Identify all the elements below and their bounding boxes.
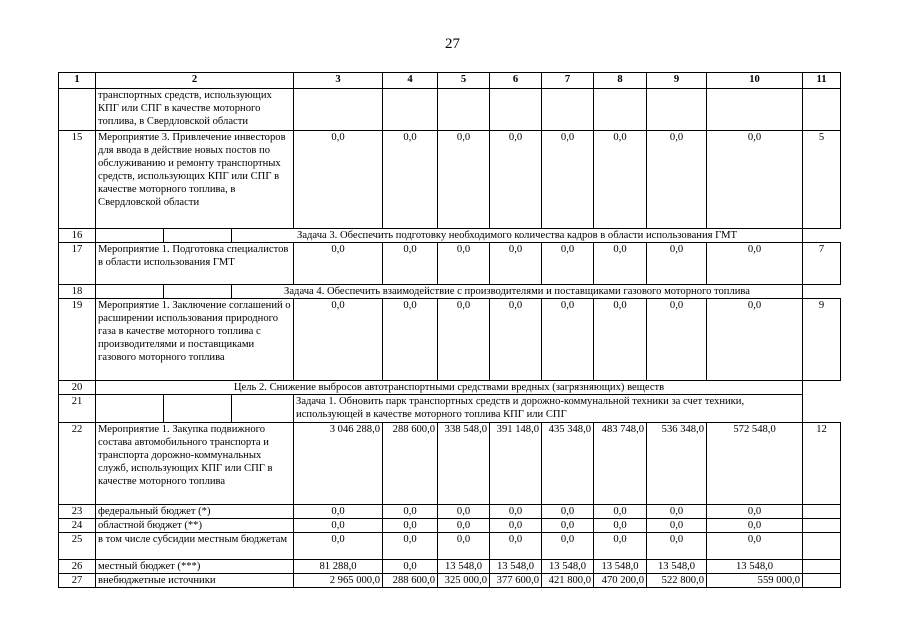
table-row xyxy=(59,243,841,285)
header-col-5: 5 xyxy=(438,73,490,89)
value-cell: 0,0 xyxy=(438,243,490,285)
value-cell: 483 748,0 xyxy=(594,423,647,505)
value-cell: 0,0 xyxy=(542,505,594,519)
value-cell: 13 548,0 xyxy=(490,560,542,574)
value-cell: 0,0 xyxy=(383,533,438,560)
value-cell: 0,0 xyxy=(383,505,438,519)
header-col-1: 1 xyxy=(59,73,96,89)
value-cell: 0,0 xyxy=(490,505,542,519)
value-cell: 0,0 xyxy=(542,243,594,285)
value-cell: 0,0 xyxy=(707,243,803,285)
row-number: 25 xyxy=(59,533,96,560)
value-cell: 0,0 xyxy=(647,519,707,533)
value-cell: 338 548,0 xyxy=(438,423,490,505)
value-cell: 0,0 xyxy=(383,131,438,229)
value-cell: 0,0 xyxy=(490,131,542,229)
value-cell: 391 148,0 xyxy=(490,423,542,505)
row-number: 21 xyxy=(59,395,96,423)
value-cell: 3 046 288,0 xyxy=(294,423,383,505)
task-heading: Задача 1. Обновить парк транспортных средств и дорожно-коммунальной техники за счет техники, использующей в качестве моторного топлива КПГ или СПГ xyxy=(294,395,803,423)
row-number: 19 xyxy=(59,299,96,381)
header-col-7: 7 xyxy=(542,73,594,89)
value-cell: 0,0 xyxy=(594,131,647,229)
value-cell: 0,0 xyxy=(594,519,647,533)
value-cell: 0,0 xyxy=(707,533,803,560)
row-text: внебюджетные источники xyxy=(96,574,294,588)
value-cell: 0,0 xyxy=(647,299,707,381)
row-number: 15 xyxy=(59,131,96,229)
table-row xyxy=(59,395,841,423)
value-cell: 0,0 xyxy=(707,519,803,533)
table-row xyxy=(59,381,841,395)
value-cell: 0,0 xyxy=(594,243,647,285)
header-col-9: 9 xyxy=(647,73,707,89)
row-reference: 9 xyxy=(803,299,841,381)
task-heading: Задача 4. Обеспечить взаимодействие с производителями и поставщиками газового моторного топлива xyxy=(232,285,803,299)
value-cell: 0,0 xyxy=(594,299,647,381)
value-cell: 559 000,0 xyxy=(707,574,803,588)
table-row xyxy=(59,131,841,229)
value-cell: 0,0 xyxy=(707,131,803,229)
value-cell: 0,0 xyxy=(294,505,383,519)
value-cell: 377 600,0 xyxy=(490,574,542,588)
header-col-11: 11 xyxy=(803,73,841,89)
row-number: 22 xyxy=(59,423,96,505)
value-cell: 325 000,0 xyxy=(438,574,490,588)
value-cell: 0,0 xyxy=(647,505,707,519)
value-cell: 2 965 000,0 xyxy=(294,574,383,588)
header-col-2: 2 xyxy=(96,73,294,89)
row-text: Мероприятие 1. Закупка подвижного состава автомобильного транспорта и транспорта дорожно-коммунальных служб, использующих КПГ или СПГ в качестве моторного топлива xyxy=(96,423,294,505)
header-row xyxy=(59,73,841,89)
value-cell: 13 548,0 xyxy=(647,560,707,574)
header-col-4: 4 xyxy=(383,73,438,89)
value-cell: 0,0 xyxy=(542,519,594,533)
value-cell: 288 600,0 xyxy=(383,423,438,505)
value-cell: 0,0 xyxy=(438,299,490,381)
value-cell: 470 200,0 xyxy=(594,574,647,588)
row-text: федеральный бюджет (*) xyxy=(96,505,294,519)
value-cell: 522 800,0 xyxy=(647,574,707,588)
row-number: 20 xyxy=(59,381,96,395)
row-number: 24 xyxy=(59,519,96,533)
value-cell: 0,0 xyxy=(438,533,490,560)
value-cell: 0,0 xyxy=(294,533,383,560)
value-cell: 288 600,0 xyxy=(383,574,438,588)
value-cell: 0,0 xyxy=(542,533,594,560)
row-reference: 12 xyxy=(803,423,841,505)
row-text: Мероприятие 1. Заключение соглашений о расширении использования природного газа в качестве моторного топлива с производителями и поставщиками газового моторного топлива xyxy=(96,299,294,381)
value-cell: 0,0 xyxy=(707,505,803,519)
value-cell: 0,0 xyxy=(294,519,383,533)
row-number: 26 xyxy=(59,560,96,574)
table-row xyxy=(59,574,841,588)
table-row xyxy=(59,285,841,299)
value-cell: 0,0 xyxy=(647,131,707,229)
value-cell: 13 548,0 xyxy=(542,560,594,574)
row-text: Мероприятие 3. Привлечение инвесторов для ввода в действие новых постов по обслуживанию и ремонту транспортных средств, использующих КПГ или СПГ в качестве моторного топлива, в Свердловской области xyxy=(96,131,294,229)
value-cell: 0,0 xyxy=(383,243,438,285)
value-cell: 0,0 xyxy=(542,299,594,381)
value-cell: 572 548,0 xyxy=(707,423,803,505)
table-row xyxy=(59,533,841,560)
row-reference: 7 xyxy=(803,243,841,285)
value-cell: 0,0 xyxy=(438,505,490,519)
value-cell: 0,0 xyxy=(294,243,383,285)
value-cell: 0,0 xyxy=(383,560,438,574)
row-text: в том числе субсидии местным бюджетам xyxy=(96,533,294,560)
row-number: 18 xyxy=(59,285,96,299)
table-row xyxy=(59,89,841,131)
table-row xyxy=(59,299,841,381)
value-cell: 0,0 xyxy=(490,519,542,533)
value-cell: 421 800,0 xyxy=(542,574,594,588)
value-cell: 0,0 xyxy=(294,131,383,229)
value-cell: 13 548,0 xyxy=(594,560,647,574)
row-reference: 5 xyxy=(803,131,841,229)
value-cell: 0,0 xyxy=(647,243,707,285)
table-row xyxy=(59,505,841,519)
value-cell: 0,0 xyxy=(594,533,647,560)
page-number: 27 xyxy=(445,36,460,52)
value-cell: 0,0 xyxy=(383,519,438,533)
row-text: местный бюджет (***) xyxy=(96,560,294,574)
value-cell: 0,0 xyxy=(438,519,490,533)
value-cell: 81 288,0 xyxy=(294,560,383,574)
value-cell: 13 548,0 xyxy=(438,560,490,574)
header-col-6: 6 xyxy=(490,73,542,89)
value-cell: 0,0 xyxy=(707,299,803,381)
value-cell: 0,0 xyxy=(383,299,438,381)
row-number: 16 xyxy=(59,229,96,243)
row-number: 23 xyxy=(59,505,96,519)
value-cell: 0,0 xyxy=(490,243,542,285)
value-cell: 0,0 xyxy=(542,131,594,229)
value-cell: 13 548,0 xyxy=(707,560,803,574)
table-row xyxy=(59,560,841,574)
value-cell: 0,0 xyxy=(294,299,383,381)
row-text: транспортных средств, использующих КПГ или СПГ в качестве моторного топлива, в Свердловской области xyxy=(96,89,294,131)
row-number: 17 xyxy=(59,243,96,285)
value-cell: 0,0 xyxy=(490,533,542,560)
row-text: областной бюджет (**) xyxy=(96,519,294,533)
value-cell: 0,0 xyxy=(438,131,490,229)
value-cell: 0,0 xyxy=(647,533,707,560)
value-cell: 435 348,0 xyxy=(542,423,594,505)
header-col-10: 10 xyxy=(707,73,803,89)
row-text: Мероприятие 1. Подготовка специалистов в области использования ГМТ xyxy=(96,243,294,285)
goal-heading: Цель 2. Снижение выбросов автотранспортными средствами вредных (загрязняющих) веществ xyxy=(96,381,803,395)
table-row xyxy=(59,229,841,243)
table-row xyxy=(59,519,841,533)
value-cell: 0,0 xyxy=(594,505,647,519)
header-col-8: 8 xyxy=(594,73,647,89)
row-number: 27 xyxy=(59,574,96,588)
value-cell: 536 348,0 xyxy=(647,423,707,505)
value-cell: 0,0 xyxy=(490,299,542,381)
task-heading: Задача 3. Обеспечить подготовку необходимого количества кадров в области использования ГМТ xyxy=(232,229,803,243)
budget-table xyxy=(58,72,841,588)
table-row xyxy=(59,423,841,505)
header-col-3: 3 xyxy=(294,73,383,89)
